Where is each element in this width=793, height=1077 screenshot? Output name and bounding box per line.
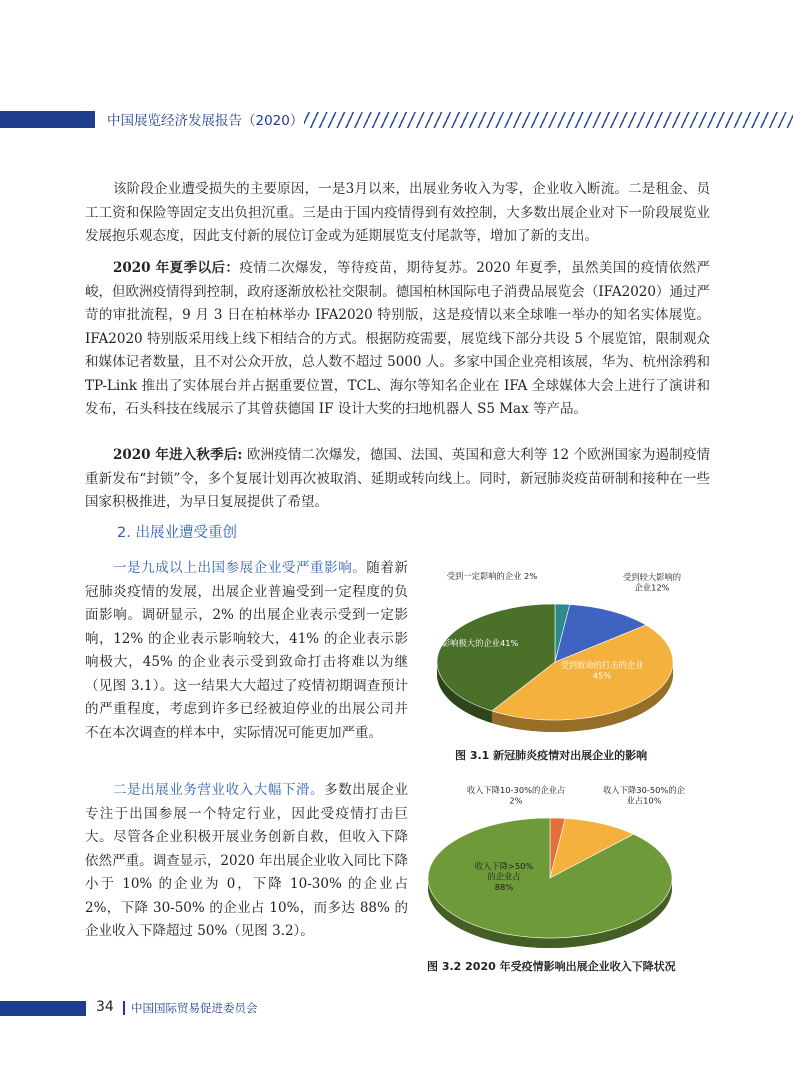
pie-slice [428, 818, 672, 938]
pie-chart-impact [420, 560, 690, 740]
figure-caption-3-1: 图 3.1 新冠肺炎疫情对出展企业的影响 [455, 749, 648, 762]
pie-label: 受到一定影响的企业 2% [446, 571, 538, 581]
paragraph-autumn [85, 444, 710, 515]
paragraph-impact [85, 557, 408, 745]
footer-bar [0, 1001, 86, 1016]
pie-label: 受影响极大的企业41% [433, 638, 519, 648]
header-bar [0, 111, 95, 128]
paragraph-text: 多数出展企业专注于出国参展一个特定行业，因此受疫情打击巨大。尽管各企业积极开展业务创新自救，但收入下降依然严重。调查显示，2020 年出展企业收入同比下降小于 10% 的企业为 0，下降 10-30% 的企业占 2%，下降 30-50% 的企业占 10%，而多达 88% 的企业收入下降超过 50%（见图 3.2）。 [85, 782, 408, 939]
paragraph-lead: 一是九成以上出国参展企业受严重影响。 [113, 560, 367, 576]
paragraph-summer [85, 257, 710, 422]
pie-label: 收入下降10-30%的企业占 2% [466, 785, 566, 806]
pie-label: 收入下降30-50%的企业占10% [603, 785, 685, 806]
paragraph-loss-reasons [85, 178, 710, 249]
pie-label: 收入下降>50%的企业占 88% [474, 861, 534, 892]
header-hatch [304, 112, 793, 128]
pie-label: 受到致命的打击的企业 45% [560, 660, 644, 681]
paragraph-text: 疫情二次爆发，等待疫苗，期待复苏。2020 年夏季，虽然美国的疫情依然严峻，但欧洲疫情得到控制，政府逐渐放松社交限制。德国柏林国际电子消费品展览会（IFA2020）通过严苛的审批流程，9 月 3 日在柏林举办 IFA2020 特别版，这是疫情以来全球唯一举办的知名实体展览。IFA2020 特别版采用线上线下相结合的方式。根据防疫需要，展览线下部分共设 5 个展览馆，限制观众和媒体记者数量，且不对公众开放，总人数不超过 5000 人。多家中国企业亮相该展，华为、杭州涂鸦和 TP-Link 推出了实体展台并占据重要位置，TCL、海尔等知名企业在 IFA 全球媒体大会上进行了演讲和发布，石头科技在线展示了其曾获德国 IF 设计大奖的扫地机器人 S5 Max 等产品。 [85, 260, 710, 417]
paragraph-lead: 2020 年夏季以后： [113, 260, 240, 276]
pie-chart-revenue [420, 778, 690, 950]
footer-organization: 中国国际贸易促进委员会 [131, 1001, 258, 1015]
paragraph-lead: 二是出展业务营业收入大幅下滑。 [113, 782, 325, 798]
header-title: 中国展览经济发展报告（2020） [107, 113, 304, 129]
paragraph-text: 随着新冠肺炎疫情的发展，出展企业普遍受到一定程度的负面影响。调研显示，2% 的出展企业表示受到一定影响，12% 的企业表示影响较大，41% 的企业表示影响极大，45% 的企业表示受到致命打击将难以为继（见图 3.1）。这一结果大大超过了疫情初期调查预计的严重程度，考虑到许多已经被迫停业的出展公司并不在本次调查的样本中，实际情况可能更加严重。 [85, 560, 409, 741]
section-title: 2. 出展业遭受重创 [117, 525, 237, 541]
pie-label: 受到较大影响的企业12% [622, 572, 682, 593]
paragraph-lead: 2020 年进入秋季后: [113, 447, 243, 463]
figure-caption-3-2: 图 3.2 2020 年受疫情影响出展企业收入下降状况 [427, 960, 676, 973]
paragraph-text: 该阶段企业遭受损失的主要原因，一是3月以来，出展业务收入为零，企业收入断流。二是租金、员工工资和保险等固定支出负担沉重。三是由于国内疫情得到有效控制，大多数出展企业对下一阶段展览业发展抱乐观态度，因此支付新的展位订金或为延期展览支付尾款等，增加了新的支出。 [85, 181, 710, 244]
paragraph-text: 欧洲疫情二次爆发，德国、法国、英国和意大利等 12 个欧洲国家为遏制疫情重新发布“封锁”令，多个复展计划再次被取消、延期或转向线上。同时，新冠肺炎疫苗研制和接种在一些国家积极推进，为早日复展提供了希望。 [85, 447, 710, 510]
paragraph-revenue [85, 779, 408, 944]
footer-separator [123, 1001, 125, 1015]
page-number: 34 [96, 999, 114, 1015]
